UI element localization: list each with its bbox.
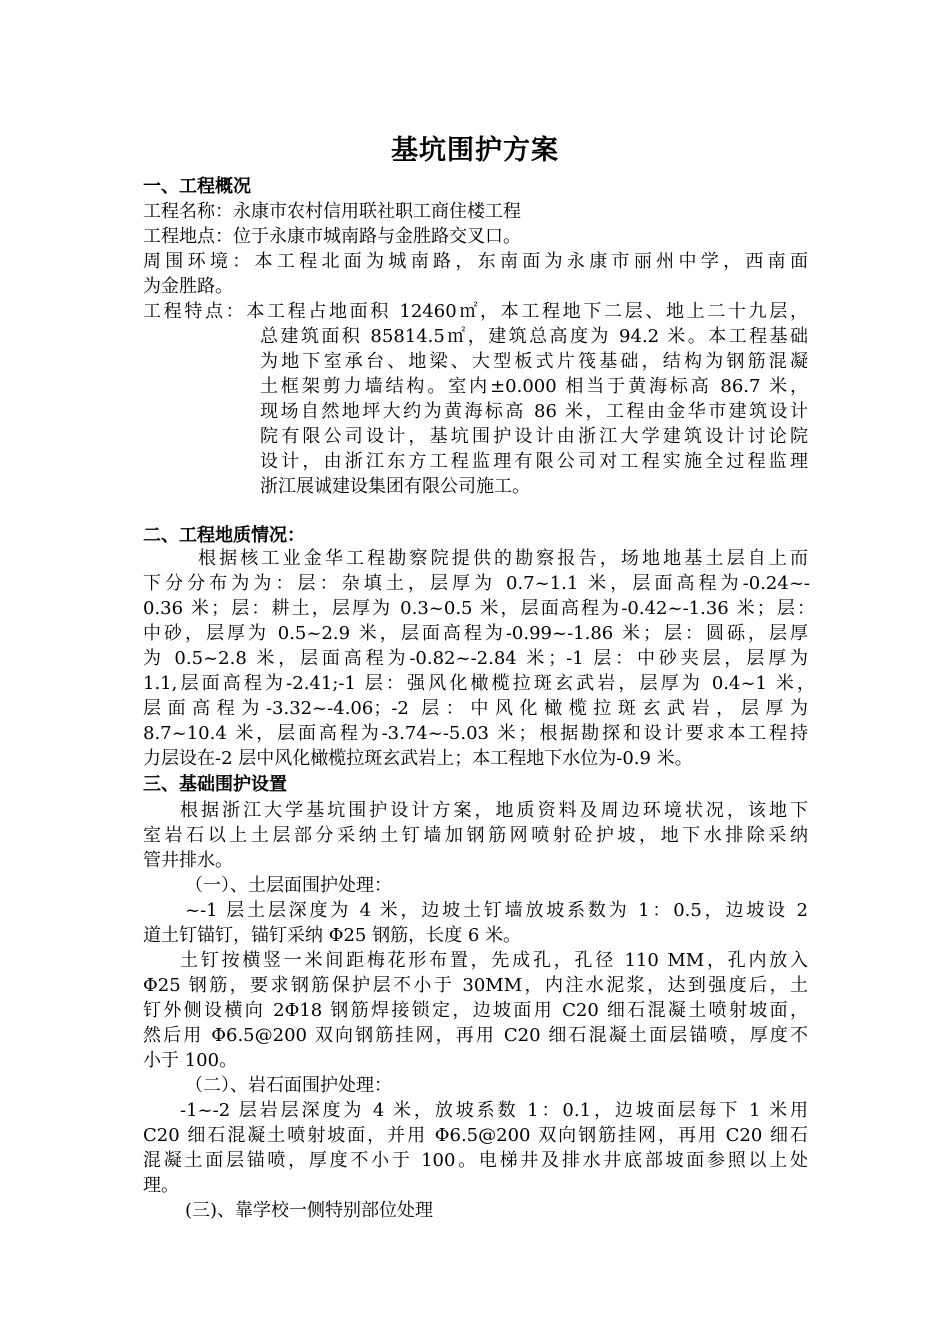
text-line: 工程特点：本工程占地面积 12460㎡，本工程地下二层、地上二十九层， <box>143 301 808 322</box>
text-line: 现场自然地坪大约为黄海标高 86 米，工程由金华市建筑设计 <box>260 401 808 422</box>
text-line: 中砂，层厚为 0.5~2.9 米，层面高程为-0.99~-1.86 米；层：圆砾，层厚 <box>143 623 808 644</box>
text-line: 浙江展诚建设集团有限公司施工。 <box>260 476 530 497</box>
text-line: ~-1 层土层深度为 4 米，边坡土钉墙放坡系数为 1：0.5，边坡设 2 <box>185 900 808 921</box>
text-line: 总建筑面积 85814.5㎡，建筑总高度为 94.2 米。本工程基础 <box>260 326 808 347</box>
text-line: 院有限公司设计，基坑围护设计由浙江大学建筑设计讨论院 <box>260 426 808 447</box>
text-line: 土框架剪力墙结构。室内±0.000 相当于黄海标高 86.7 米， <box>260 376 808 397</box>
section-heading-foundation: 三、基础围护设置 <box>143 774 287 795</box>
subsection-heading: （二）、岩石面围护处理： <box>185 1075 392 1096</box>
text-line: 为 0.5~2.8 米，层面高程为-0.82~-2.84 米；-1 层：中砂夹层，层厚为 <box>143 648 808 669</box>
section-heading-geology: 二、工程地质情况： <box>143 525 305 546</box>
text-line: 下分分布为为：层：杂填土，层厚为 0.7~1.1 米，层面高程为-0.24~- <box>143 573 810 594</box>
text-line: Φ25 钢筋，要求钢筋保护层不小于 30MM，内注水泥浆，达到强度后，土 <box>143 975 808 996</box>
text-line: 钉外侧设横向 2Φ18 钢筋焊接锁定，边坡面用 C20 细石混凝土喷射坡面， <box>143 1000 808 1021</box>
text-line: 工程名称：永康市农村信用联社职工商住楼工程 <box>143 201 521 222</box>
document-title: 基坑围护方案 <box>391 135 559 166</box>
text-line: 1.1,层面高程为-2.41;-1 层：强风化橄榄拉斑玄武岩，层厚为 0.4~1 米， <box>143 673 815 694</box>
text-line: 管井排水。 <box>143 850 233 871</box>
text-line: 混凝土面层锚喷，厚度不小于 100。电梯井及排水井底部坡面参照以上处 <box>143 1150 808 1171</box>
text-line: -1~-2 层岩层深度为 4 米，放坡系数 1：0.1，边坡面层每下 1 米用 <box>180 1100 808 1121</box>
text-line: 然后用 Φ6.5@200 双向钢筋挂网，再用 C20 细石混凝土面层锚喷，厚度不 <box>143 1025 808 1046</box>
text-line: 道土钉锚钉，锚钉采纳 Φ25 钢筋，长度 6 米。 <box>143 925 521 946</box>
text-line: 设计，由浙江东方工程监理有限公司对工程实施全过程监理 <box>260 451 808 472</box>
text-line: 土钉按横竖一米间距梅花形布置，先成孔，孔径 110 MM，孔内放入 <box>180 950 808 971</box>
text-line: 小于 100。 <box>143 1050 238 1071</box>
text-line: 为金胜路。 <box>143 276 233 297</box>
section-heading-overview: 一、工程概况 <box>143 176 251 197</box>
text-line: 工程地点：位于永康市城南路与金胜路交叉口。 <box>143 226 521 247</box>
text-line: 层面高程为-3.32~-4.06；-2 层：中风化橄榄拉斑玄武岩，层厚为 <box>143 698 808 719</box>
subsection-heading: (三)、靠学校一侧特别部位处理 <box>185 1200 434 1221</box>
text-line: 根据浙江大学基坑围护设计方案，地质资料及周边环境状况，该地下 <box>180 800 808 821</box>
text-line: 0.36 米；层：耕土，层厚为 0.3~0.5 米，层面高程为-0.42~-1.36 米；层： <box>143 598 815 619</box>
text-line: 理。 <box>143 1175 179 1196</box>
text-line: 周围环境：本工程北面为城南路，东南面为永康市丽州中学，西南面 <box>143 251 808 272</box>
text-line: 根据核工业金华工程勘察院提供的勘察报告，场地地基土层自上而 <box>198 548 808 569</box>
text-line: 力层设在-2 层中风化橄榄拉斑玄武岩上；本工程地下水位为-0.9 米。 <box>143 748 693 769</box>
subsection-heading: （一）、土层面围护处理： <box>185 875 392 896</box>
text-line: C20 细石混凝土喷射坡面，并用 Φ6.5@200 双向钢筋挂网，再用 C20 细石 <box>143 1125 808 1146</box>
text-line: 为地下室承台、地梁、大型板式片筏基础，结构为钢筋混凝 <box>260 351 808 372</box>
text-line: 8.7~10.4 米，层面高程为-3.74~-5.03 米；根据勘探和设计要求本工程持 <box>143 723 808 744</box>
text-line: 室岩石以上土层部分采纳土钉墙加钢筋网喷射砼护坡，地下水排除采纳 <box>143 825 808 846</box>
